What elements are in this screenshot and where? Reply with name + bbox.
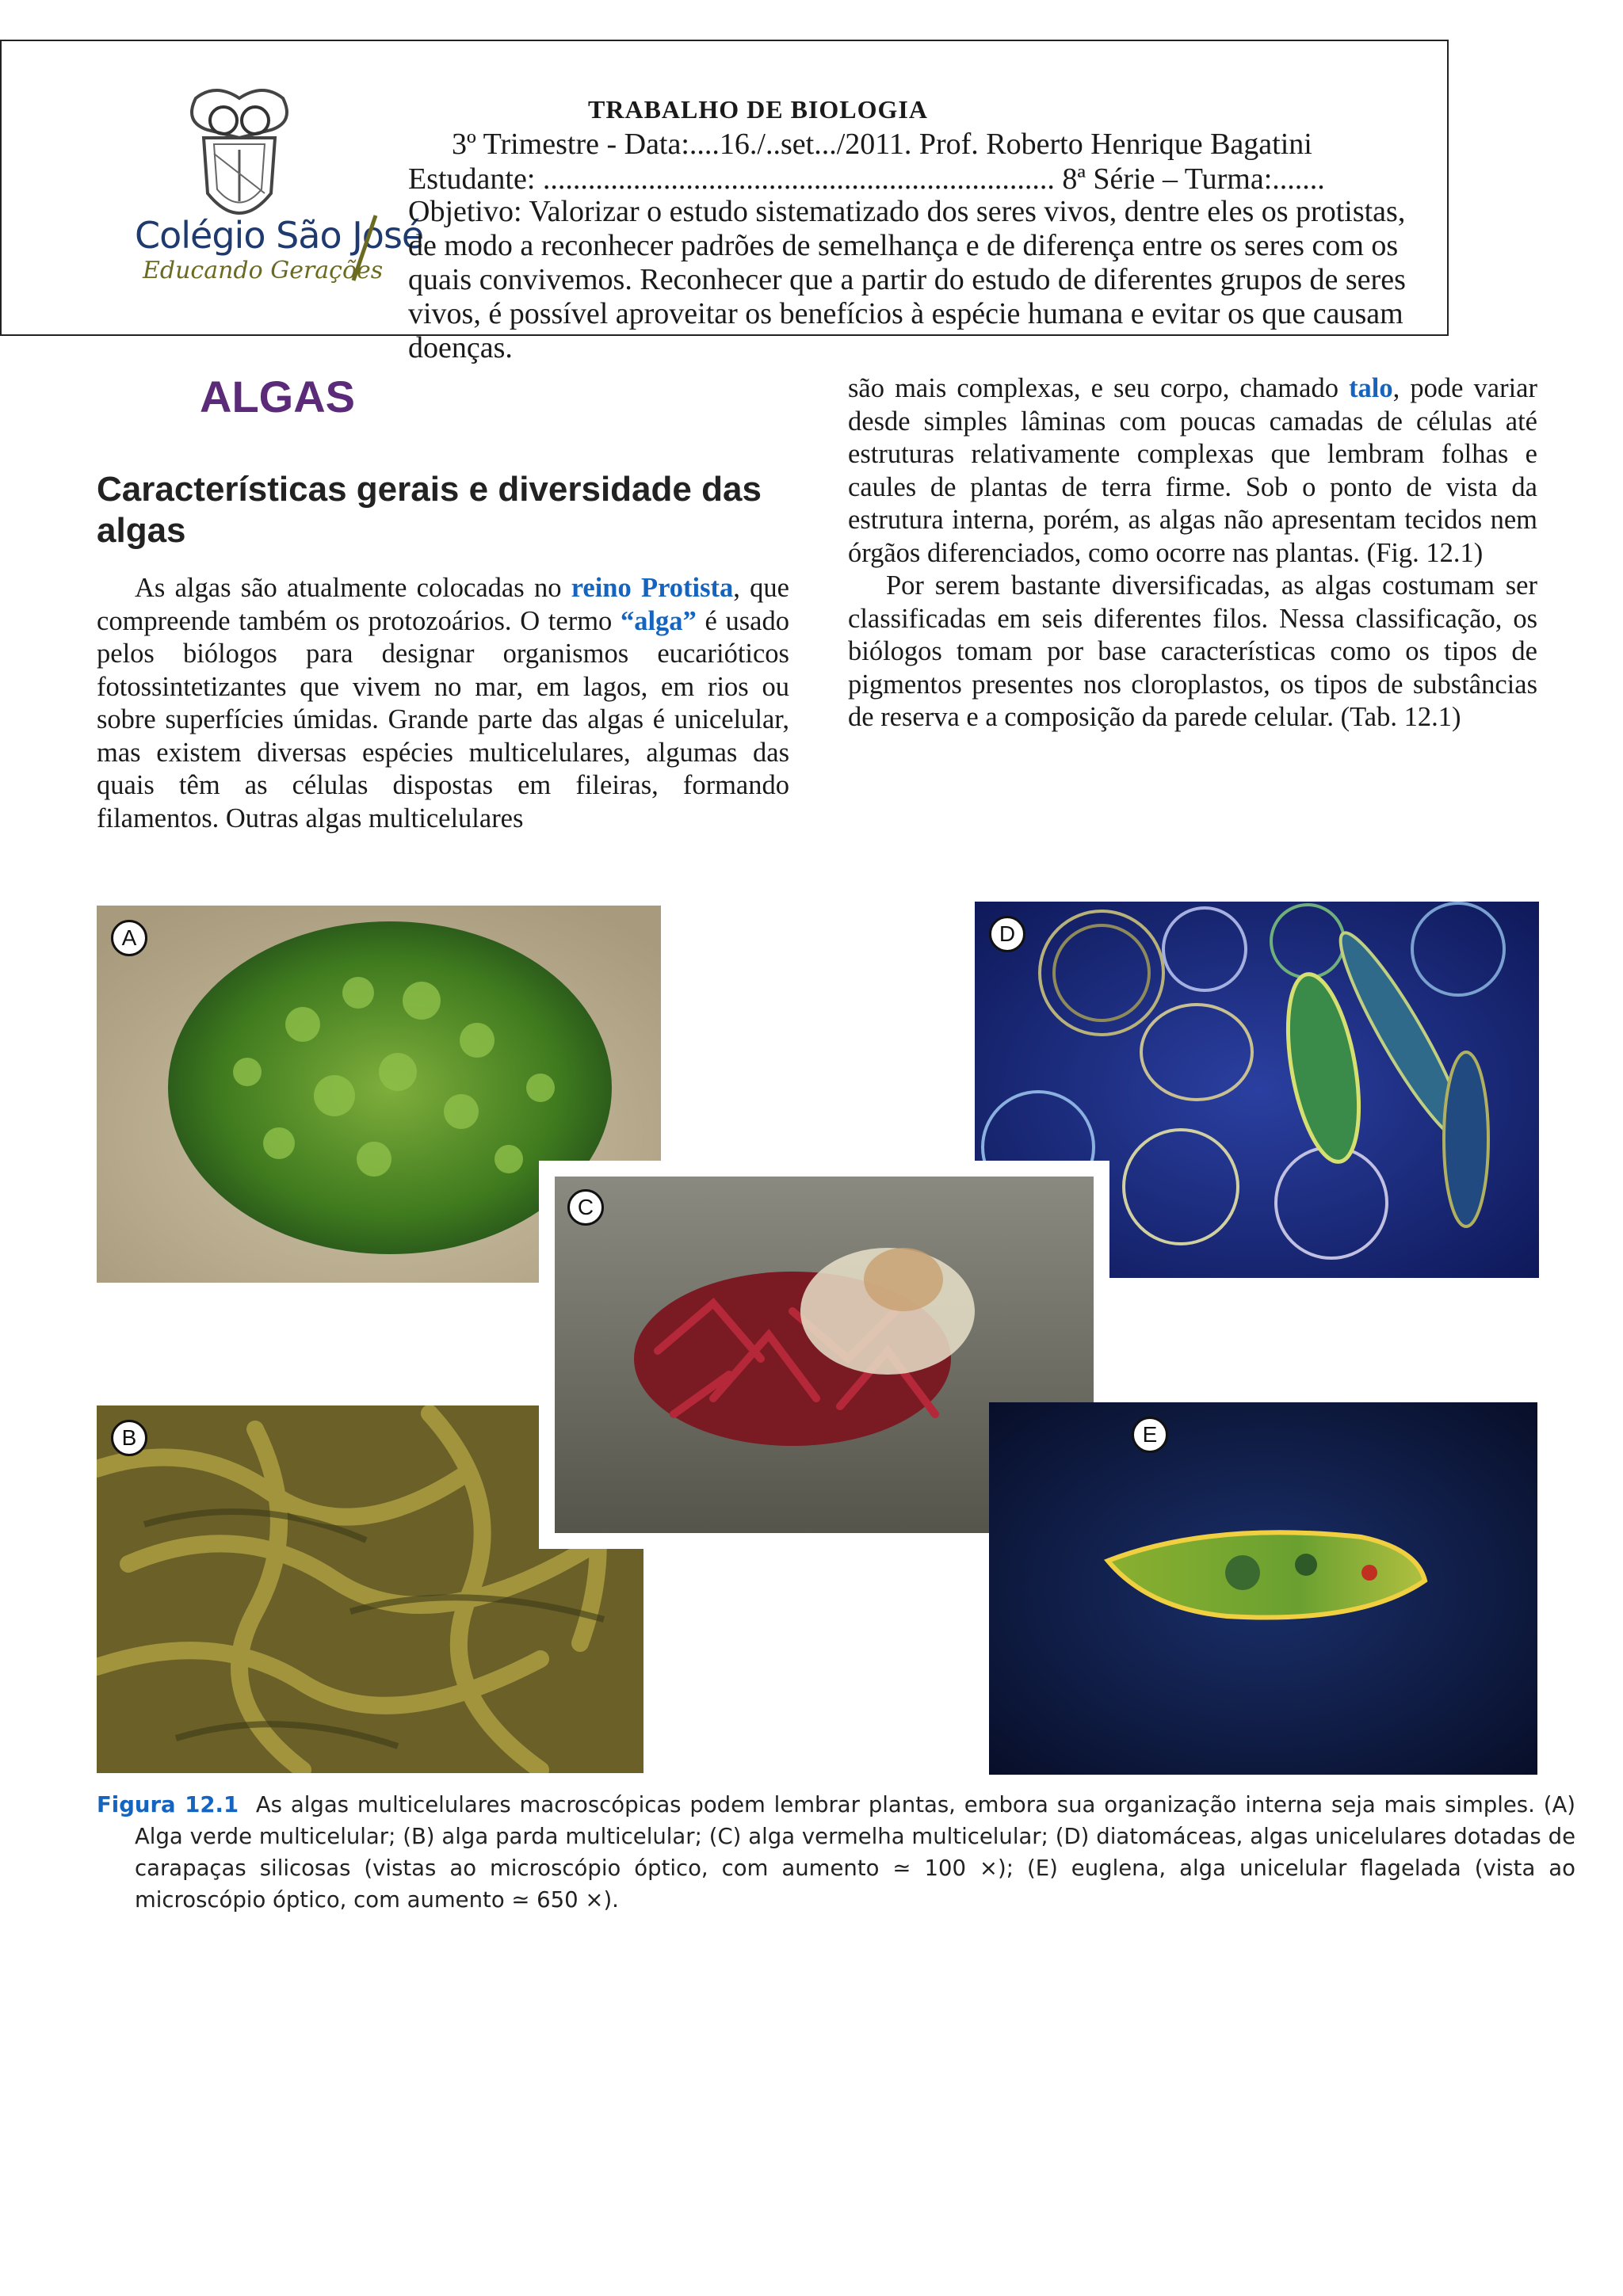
label-c: C [567,1189,604,1226]
p2-text-a: são mais complexas, e seu corpo, chamado [848,373,1350,403]
paragraph-2 [848,372,1537,570]
figure-caption [97,1789,1575,1916]
p2-text-b: , pode variar desde simples lâminas com poucas camadas de células até estruturas relativamente complexas que lembram folhas e caules de plantas de terra firme. Sob o ponto de vista da estrutura interna, porém, as algas não apresentam tecidos nem órgãos diferenciados, como ocorre nas plantas. (Fig. 12.1) [848,373,1537,568]
section-title: ALGAS [200,372,355,421]
paragraph-1 [97,572,789,835]
term-reino-protista: reino Protista [571,573,734,603]
label-a: A [111,920,147,956]
header-box [0,40,1449,364]
paragraph-3: Por serem bastante diversificadas, as algas costumam ser classificadas em seis diferentes filos. Nessa classificação, os biólogos tomam por base características como os tipos de pigmentos presentes nos cloroplastos, os tipos de substâncias de reserva e a composição da parede celular. (Tab. 12.1) [848,570,1537,732]
label-b: B [111,1420,147,1456]
label-d: D [989,916,1025,952]
right-column [848,372,1537,734]
school-tagline: Educando Gerações [143,257,384,284]
objective-text: Objetivo: Valorizar o estudo sistematizado dos seres vivos, dentre eles os protistas, de modo a reconhecer padrões de semelhança e de diferença entre os seres com os quais convivemos. Reconhecer que a partir do estudo de diferentes grupos de seres vivos, é possível aproveitar os benefícios à espécie humana e evitar os que causam doenças. [408,195,1406,364]
p1-text-b: , que compreende também os protozoários. O termo [97,573,789,636]
p1-text-c: é usado pelos biólogos para designar organismos eucarióticos fotossintetizantes que vivem no mar, em lagos, em rios ou sobre superfícies úmidas. Grande parte das algas é unicelular, mas existem diversas espécies multicelulares, algumas das quais têm as células dispostas em fileiras, formando filamentos. Outras algas multicelulares [97,605,789,833]
student-line: Estudante: .................................................................... 8ª Série – Turma:....... [408,162,1325,196]
school-name: Colégio São José [135,214,424,257]
caption-text: As algas multicelulares macroscópicas podem lembrar plantas, embora sua organização interna seja mais simples. (A) Alga verde multicelular; (B) alga parda multicelular; (C) alga vermelha multicelular; (D) diatomáceas, algas unicelulares dotadas de carapaças silicosas (vistas ao microscópio óptico, com aumento ≃ 100 ×); (E) euglena, alga unicelular flagelada (vista ao microscópio óptico, com aumento ≃ 650 ×). [135,1792,1575,1913]
slash-mark-icon [349,212,380,284]
term-talo: talo [1349,373,1393,403]
left-column [97,572,789,835]
trimester-date-line: 3º Trimestre - Data:....16./..set.../2011. Prof. Roberto Henrique Bagatini [452,128,1312,161]
photo-e-euglena [989,1402,1537,1775]
section-subtitle: Características gerais e diversidade das algas [97,470,762,550]
caption-label: Figura 12.1 [97,1792,239,1817]
term-alga: “alga” [620,605,697,636]
document-title: TRABALHO DE BIOLOGIA [588,95,928,124]
label-e: E [1132,1417,1168,1453]
p1-text-a: As algas são atualmente colocadas no [135,573,571,603]
